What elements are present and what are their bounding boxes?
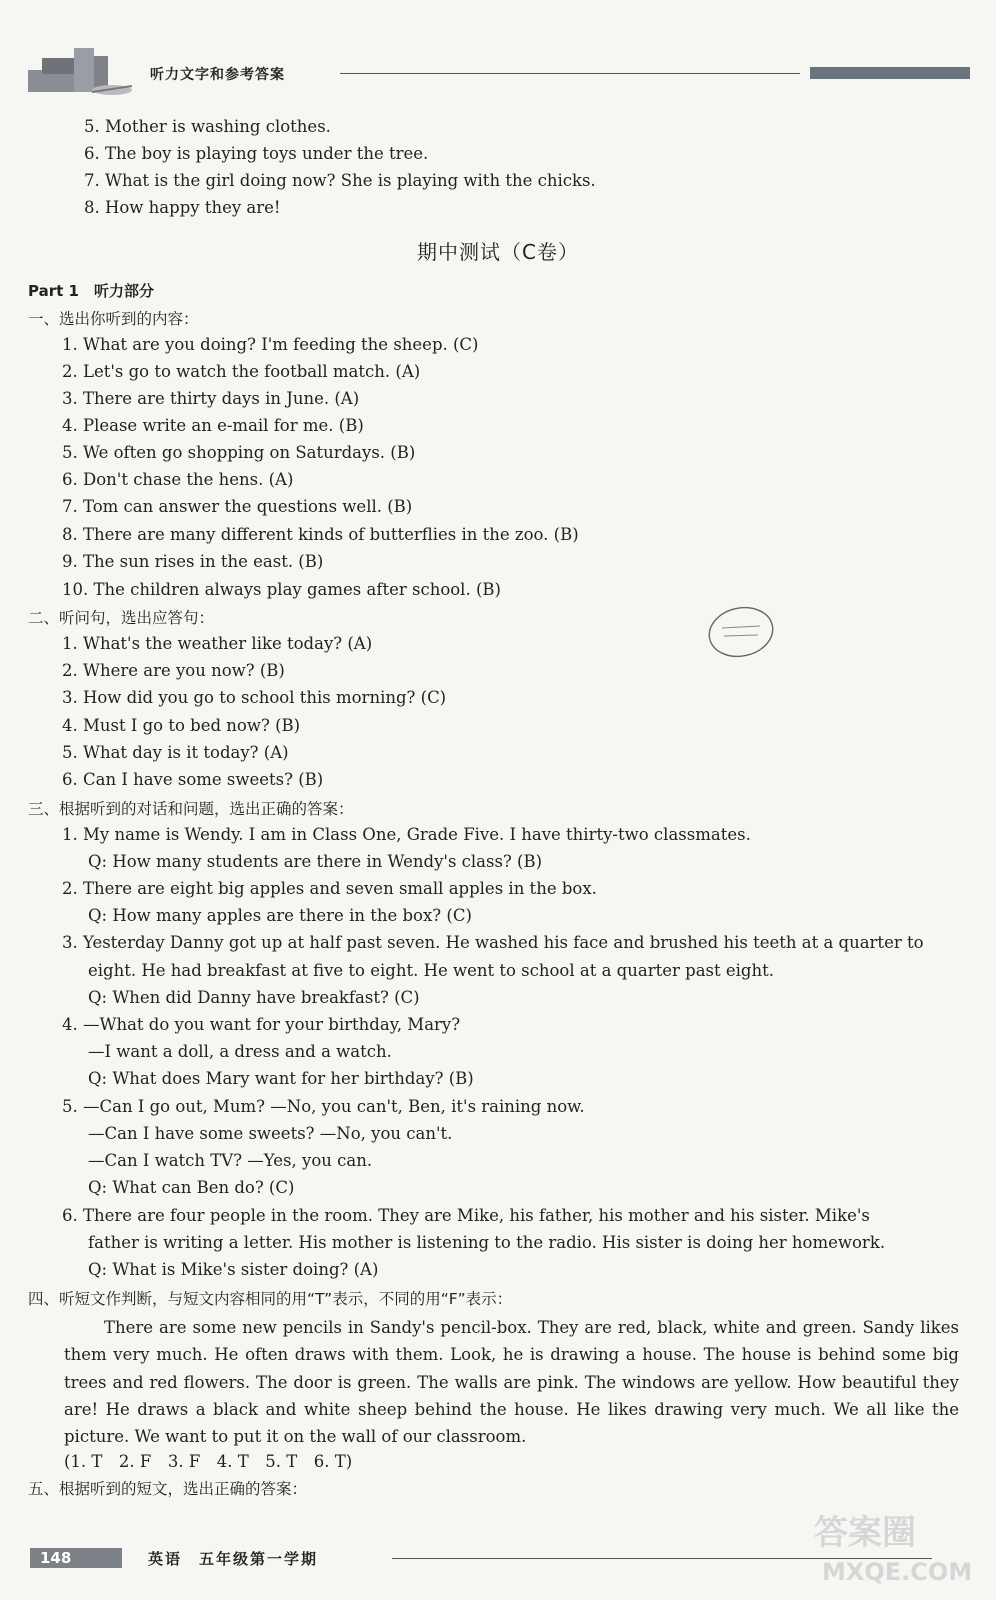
list-item: 7. What is the girl doing now? She is playing with the chicks.: [84, 171, 596, 190]
list-item: 2. Where are you now? (B): [62, 661, 285, 680]
list-item: 6. The boy is playing toys under the tree.: [84, 144, 429, 163]
list-item: 2. Let's go to watch the football match. (A): [62, 362, 421, 381]
list-item: 6. Can I have some sweets? (B): [62, 770, 324, 789]
passage-paragraph: There are some new pencils in Sandy's pencil-box. They are red, black, white and green. Sandy likes them very much. He often draws with them. Look, he is drawing a house. The house is behind some big trees and red flowers. The door is green. The walls are pink. The windows are yellow. How beautiful they are! He draws a black and white sheep behind the house. He likes drawing very much. We all like the picture. We want to put it on the wall of our classroom.: [64, 1318, 959, 1447]
dialog-line: —I want a doll, a dress and a watch.: [88, 1042, 392, 1061]
dialog-line: 2. There are eight big apples and seven small apples in the box.: [62, 879, 597, 898]
page-header: [0, 0, 996, 110]
list-item: 1. What's the weather like today? (A): [62, 634, 373, 653]
section-heading: 四、听短文作判断，与短文内容相同的用“T”表示，不同的用“F”表示：: [28, 1290, 513, 1308]
list-item: 5. What day is it today? (A): [62, 743, 289, 762]
section-heading: 二、听问句，选出应答句：: [28, 609, 215, 627]
list-item: 8. There are many different kinds of butterflies in the zoo. (B): [62, 525, 579, 544]
question-line: Q: How many apples are there in the box? (C): [88, 906, 472, 925]
question-line: Q: What does Mary want for her birthday? (B): [88, 1069, 474, 1088]
list-item: 7. Tom can answer the questions well. (B): [62, 497, 413, 516]
dialog-line: 1. My name is Wendy. I am in Class One, Grade Five. I have thirty-two classmates.: [62, 825, 751, 844]
list-item: 4. Must I go to bed now? (B): [62, 716, 301, 735]
list-item: 6. Don't chase the hens. (A): [62, 470, 294, 489]
dialog-line: —Can I watch TV? —Yes, you can.: [88, 1151, 373, 1170]
dialog-line: 5. —Can I go out, Mum? —No, you can't, Ben, it's raining now.: [62, 1097, 585, 1116]
list-item: 9. The sun rises in the east. (B): [62, 552, 324, 571]
part-heading: Part 1 听力部分: [28, 282, 154, 300]
list-item: 5. We often go shopping on Saturdays. (B): [62, 443, 416, 462]
list-item: 1. What are you doing? I'm feeding the sheep. (C): [62, 335, 479, 354]
list-item: 3. There are thirty days in June. (A): [62, 389, 360, 408]
question-line: Q: How many students are there in Wendy's class? (B): [88, 852, 543, 871]
list-item: 3. How did you go to school this morning? (C): [62, 688, 447, 707]
list-item: 8. How happy they are!: [84, 198, 281, 217]
dialog-line: eight. He had breakfast at five to eight. He went to school at a quarter past eight.: [88, 961, 774, 980]
question-line: Q: When did Danny have breakfast? (C): [88, 988, 420, 1007]
header-title: 听力文字和参考答案: [150, 67, 285, 83]
dialog-line: 3. Yesterday Danny got up at half past seven. He washed his face and brushed his teeth at a quarter to: [62, 933, 924, 952]
dialog-line: —Can I have some sweets? —No, you can't.: [88, 1124, 453, 1143]
dialog-line: father is writing a letter. His mother is listening to the radio. His sister is doing her homework.: [88, 1233, 886, 1252]
header-bar: [810, 67, 970, 79]
dialog-line: 6. There are four people in the room. They are Mike, his father, his mother and his sister. Mike's: [62, 1206, 870, 1225]
section-heading: 三、根据听到的对话和问题，选出正确的答案：: [28, 800, 354, 818]
section-heading: 一、选出你听到的内容：: [28, 310, 199, 328]
dialog-line: 4. —What do you want for your birthday, Mary?: [62, 1015, 461, 1034]
list-item: 10. The children always play games after school. (B): [62, 580, 501, 599]
list-item: 4. Please write an e-mail for me. (B): [62, 416, 364, 435]
header-rule: [340, 73, 800, 74]
watermark-url: MXQE.COM: [822, 1558, 973, 1586]
books-illustration-icon: [22, 42, 134, 100]
homework-stamp-icon: [706, 604, 776, 660]
test-title: 期中测试（C卷）: [417, 240, 579, 264]
list-item: 5. Mother is washing clothes.: [84, 117, 331, 136]
watermark-text: 答案圈: [814, 1513, 916, 1553]
question-line: Q: What can Ben do? (C): [88, 1178, 295, 1197]
footer-title: 英语 五年级第一学期: [148, 1550, 319, 1568]
answers-line: (1. T 2. F 3. F 4. T 5. T 6. T): [64, 1452, 353, 1471]
section-heading: 五、根据听到的短文，选出正确的答案：: [28, 1480, 308, 1498]
page-number: 148: [30, 1548, 122, 1568]
watermark-logo-icon: [808, 1500, 973, 1590]
question-line: Q: What is Mike's sister doing? (A): [88, 1260, 379, 1279]
